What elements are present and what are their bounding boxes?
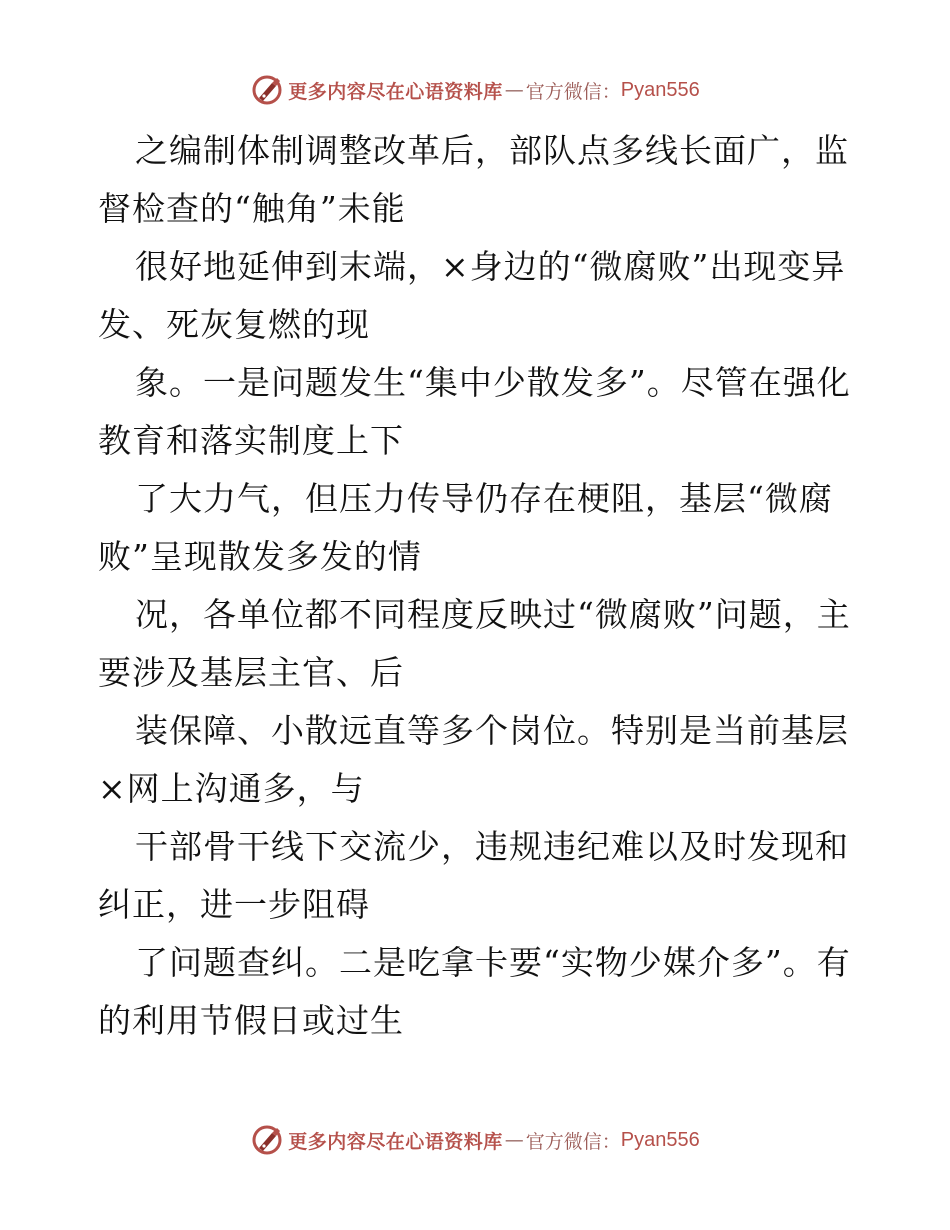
header-banner	[0, 70, 950, 110]
paragraph-7: 干部骨干线下交流少，违规违纪难以及时发现和纠正，进一步阻碍	[98, 827, 849, 924]
banner-dash: —	[504, 1129, 524, 1151]
banner-wechat-label: 官方微信：	[525, 1130, 621, 1153]
banner-wechat-id: Pyan556	[620, 1128, 700, 1151]
paragraph-6: 装保障、小散远直等多个岗位。特别是当前基层×网上沟通多，与	[98, 711, 849, 808]
footer-banner	[0, 1120, 950, 1160]
banner-dash: —	[504, 79, 524, 101]
pen-nib-logo-icon	[250, 1123, 284, 1157]
paragraph-4: 了大力气，但压力传导仍存在梗阻，基层“微腐败”呈现散发多发的情	[98, 479, 833, 576]
banner-main-text: 更多内容尽在心语资料库	[288, 1130, 503, 1153]
paragraph-8: 了问题查纠。二是吃拿卡要“实物少媒介多”。有的利用节假日或过生	[98, 943, 851, 1040]
paragraph-5: 况，各单位都不同程度反映过“微腐败”问题，主要涉及基层主官、后	[98, 595, 851, 692]
pen-nib-logo-icon	[250, 73, 284, 107]
banner-main-text: 更多内容尽在心语资料库	[288, 80, 503, 103]
banner-wechat-id: Pyan556	[620, 78, 700, 101]
banner-wechat-label: 官方微信：	[525, 80, 621, 103]
paragraph-2: 很好地延伸到末端，×身边的“微腐败”出现变异发、死灰复燃的现	[98, 247, 846, 344]
paragraph-3: 象。一是问题发生“集中少散发多”。尽管在强化教育和落实制度上下	[98, 363, 851, 460]
paragraph-1: 之编制体制调整改革后，部队点多线长面广，监督检查的“触角”未能	[98, 131, 849, 228]
document-body	[98, 122, 858, 1050]
